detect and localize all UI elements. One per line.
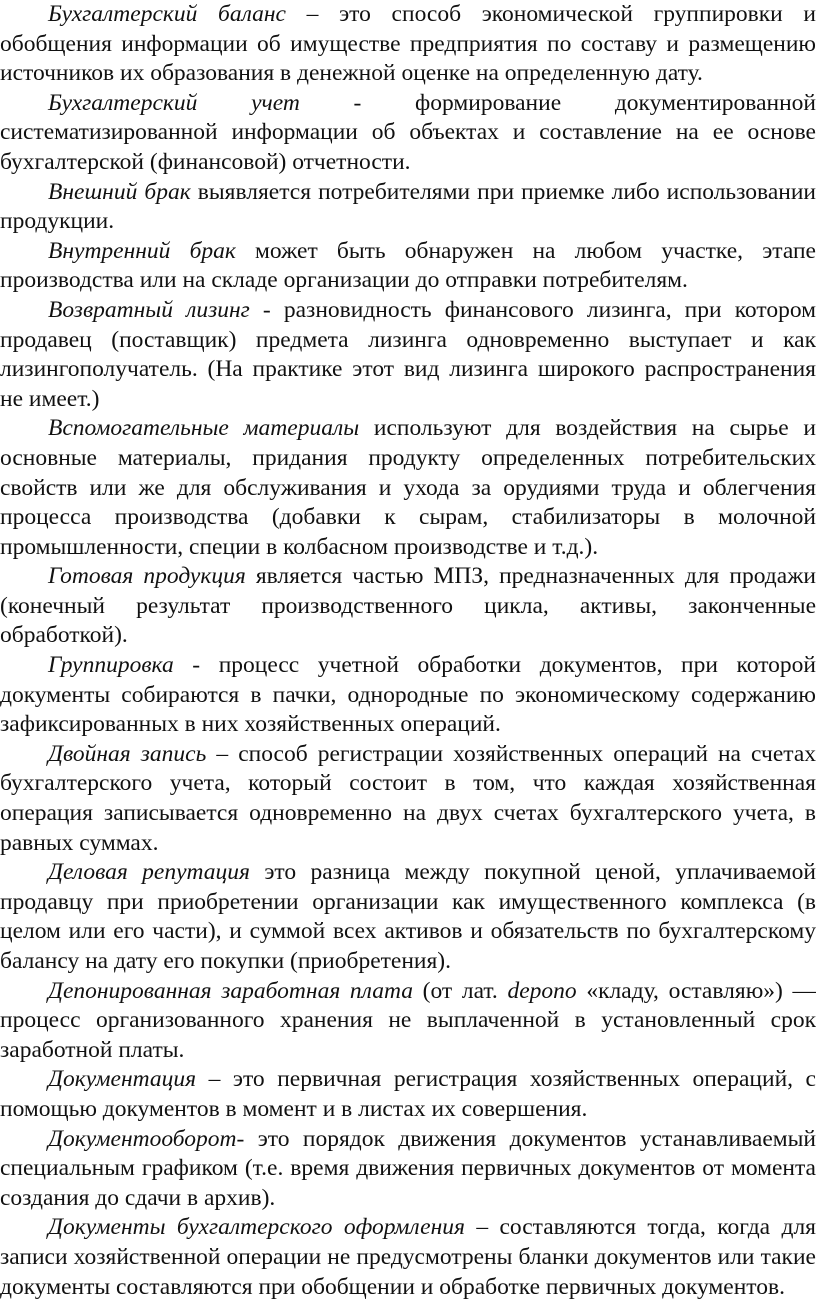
glossary-term: Депонированная заработная плата	[48, 977, 413, 1004]
glossary-entry	[0, 740, 816, 858]
glossary-entry	[0, 296, 816, 414]
glossary-term: Деловая репутация	[48, 859, 250, 886]
glossary-entry	[0, 237, 816, 296]
glossary-definition: это разница между покупной ценой, уплачиваемой продавцу при приобретении организации как имущественного комплекса (в целом или его части), и суммой всех активов и обязательств по бухгалтерскому балансу на дату его покупки (приобретения).	[0, 859, 816, 974]
glossary-term: Внутренний брак	[48, 237, 236, 264]
glossary-definition: является частью МПЗ, предназначенных для продажи (конечный результат производственного цикла, активы, законченные обработкой).	[0, 563, 816, 649]
glossary-definition: может быть обнаружен на любом участке, этапе производства или на складе организации до отправки потребителям.	[0, 237, 816, 294]
glossary-definition: - это порядок движения документов устанавливаемый специальным графиком (т.е. время движения первичных документов от момента создания до сдачи в архив).	[0, 1125, 816, 1211]
glossary-entry	[0, 562, 816, 651]
glossary-entry	[0, 414, 816, 562]
glossary-entry	[0, 0, 816, 89]
glossary-definition-prefix: (от лат.	[412, 977, 508, 1004]
glossary-entry	[0, 977, 816, 1066]
glossary-definition: выявляется потребителями при приемке либо использовании продукции.	[0, 178, 816, 235]
glossary-definition: «кладу, оставляю») — процесс организованного хранения не выплаченной в установленный срок заработной платы.	[0, 977, 816, 1063]
glossary-definition: - формирование документированной систематизированной информации об объектах и составление на ее основе бухгалтерской (финансовой) отчетности.	[0, 89, 816, 175]
glossary-entry	[0, 1125, 816, 1214]
glossary-term: Возвратный лизинг	[48, 296, 250, 323]
glossary-definition: используют для воздействия на сырье и основные материалы, придания продукту определенных потребительских свойств или же для обслуживания и ухода за орудиями труда и облегчения процесса производства (добавки к сырам, стабилизаторы в молочной промышленности, специи в колбасном производстве и т.д.).	[0, 415, 816, 560]
glossary-definition: – это способ экономической группировки и обобщения информации об имуществе предприятия по составу и размещению источников их образования в денежной оценке на определенную дату.	[0, 1, 816, 87]
glossary-term: Документы бухгалтерского оформления	[48, 1214, 465, 1241]
latin-word: depono	[507, 977, 577, 1004]
glossary-entry	[0, 1065, 816, 1124]
glossary-entry	[0, 1213, 816, 1302]
glossary-term: Бухгалтерский баланс	[48, 1, 286, 27]
glossary-entry	[0, 858, 816, 976]
glossary-term: Бухгалтерский учет	[48, 89, 300, 116]
glossary-definition: - процесс учетной обработки документов, при которой документы собираются в пачки, однородные по экономическому содержанию зафиксированных в них хозяйственных операций.	[0, 652, 816, 738]
glossary-term: Документация	[48, 1066, 197, 1093]
glossary-definition: – это первичная регистрация хозяйственных операций, с помощью документов в момент и в листах их совершения.	[0, 1066, 816, 1122]
glossary-definition: – составляются тогда, когда для записи хозяйственной операции не предусмотрены бланки документов или такие документы составляются при обобщении и обработке первичных документов.	[0, 1214, 816, 1300]
glossary-term: Двойная запись	[48, 740, 207, 767]
glossary-entry	[0, 89, 816, 178]
glossary-definition: - разновидность финансового лизинга, при котором продавец (поставщик) предмета лизинга одновременно выступает и как лизингополучатель. (На практике этот вид лизинга широкого распространения не имеет.)	[0, 296, 816, 412]
glossary-definition: – способ регистрации хозяйственных операций на счетах бухгалтерского учета, который состоит в том, что каждая хозяйственная операция записывается одновременно на двух счетах бухгалтерского учета, в равных суммах.	[0, 740, 816, 856]
glossary-term: Документооборот	[48, 1125, 237, 1152]
glossary-term: Внешний брак	[48, 178, 191, 205]
glossary-entry	[0, 178, 816, 237]
glossary-term: Вспомогательные материалы	[48, 415, 360, 442]
glossary-term: Готовая продукция	[48, 563, 246, 590]
glossary-entry	[0, 651, 816, 740]
glossary-term: Группировка	[48, 652, 174, 679]
